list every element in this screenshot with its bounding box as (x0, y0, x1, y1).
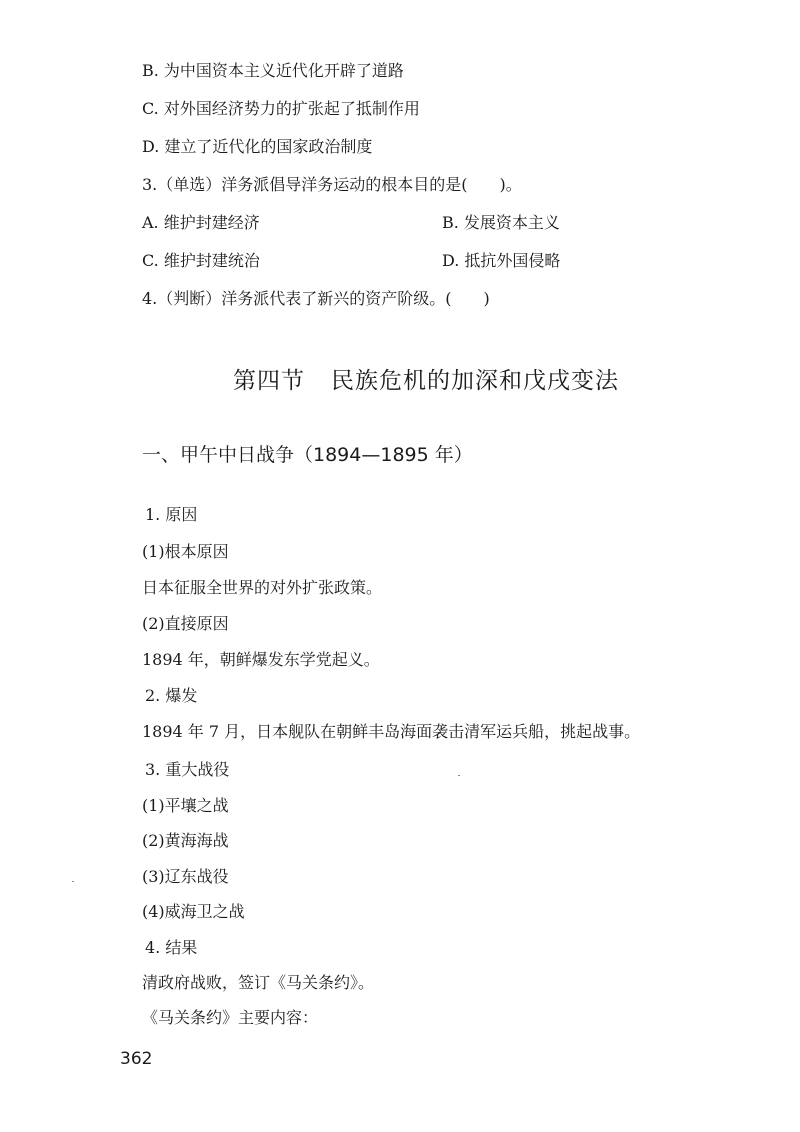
question-3-option-a: A. 维护封建经济 (142, 213, 260, 232)
scan-speck (72, 881, 74, 882)
question-3: 3.（单选）洋务派倡导洋务运动的根本目的是( )。 (142, 175, 522, 194)
point-1a-text: 日本征服全世界的对外扩张政策。 (142, 578, 383, 597)
point-1a-heading: (1)根本原因 (142, 542, 229, 561)
scan-speck (458, 775, 460, 776)
question-3-option-d: D. 抵抗外国侵略 (442, 251, 561, 270)
option-b-line: B. 为中国资本主义近代化开辟了道路 (142, 61, 404, 80)
point-4-text: 清政府战败，签订《马关条约》。 (142, 973, 375, 992)
option-c-line: C. 对外国经济势力的扩张起了抵制作用 (142, 99, 420, 118)
battle-2: (2)黄海海战 (142, 831, 229, 850)
question-3-option-b: B. 发展资本主义 (442, 213, 560, 232)
battle-1: (1)平壤之战 (142, 796, 229, 815)
point-4-subheading: 《马关条约》主要内容： (142, 1008, 319, 1027)
point-2-heading: 2. 爆发 (145, 686, 198, 705)
page-number: 362 (120, 1049, 153, 1069)
point-1-heading: 1. 原因 (145, 505, 198, 524)
point-2-text: 1894 年 7 月，日本舰队在朝鲜丰岛海面袭击清军运兵船，挑起战事。 (142, 722, 641, 741)
option-d-line: D. 建立了近代化的国家政治制度 (142, 137, 373, 156)
battle-3: (3)辽东战役 (142, 867, 229, 886)
point-1b-heading: (2)直接原因 (142, 614, 229, 633)
section-heading (0, 366, 800, 396)
point-4-heading: 4. 结果 (145, 938, 198, 957)
point-3-heading: 3. 重大战役 (145, 760, 230, 779)
section-number: 第四节 (233, 368, 305, 394)
point-1b-text: 1894 年，朝鲜爆发东学党起义。 (142, 650, 380, 669)
question-4: 4.（判断）洋务派代表了新兴的资产阶级。( ) (142, 289, 490, 308)
subsection-heading: 一、甲午中日战争（1894—1895 年） (142, 444, 473, 466)
section-title-text: 民族危机的加深和戊戌变法 (331, 368, 619, 394)
battle-4: (4)威海卫之战 (142, 902, 245, 921)
question-3-option-c: C. 维护封建统治 (142, 251, 260, 270)
